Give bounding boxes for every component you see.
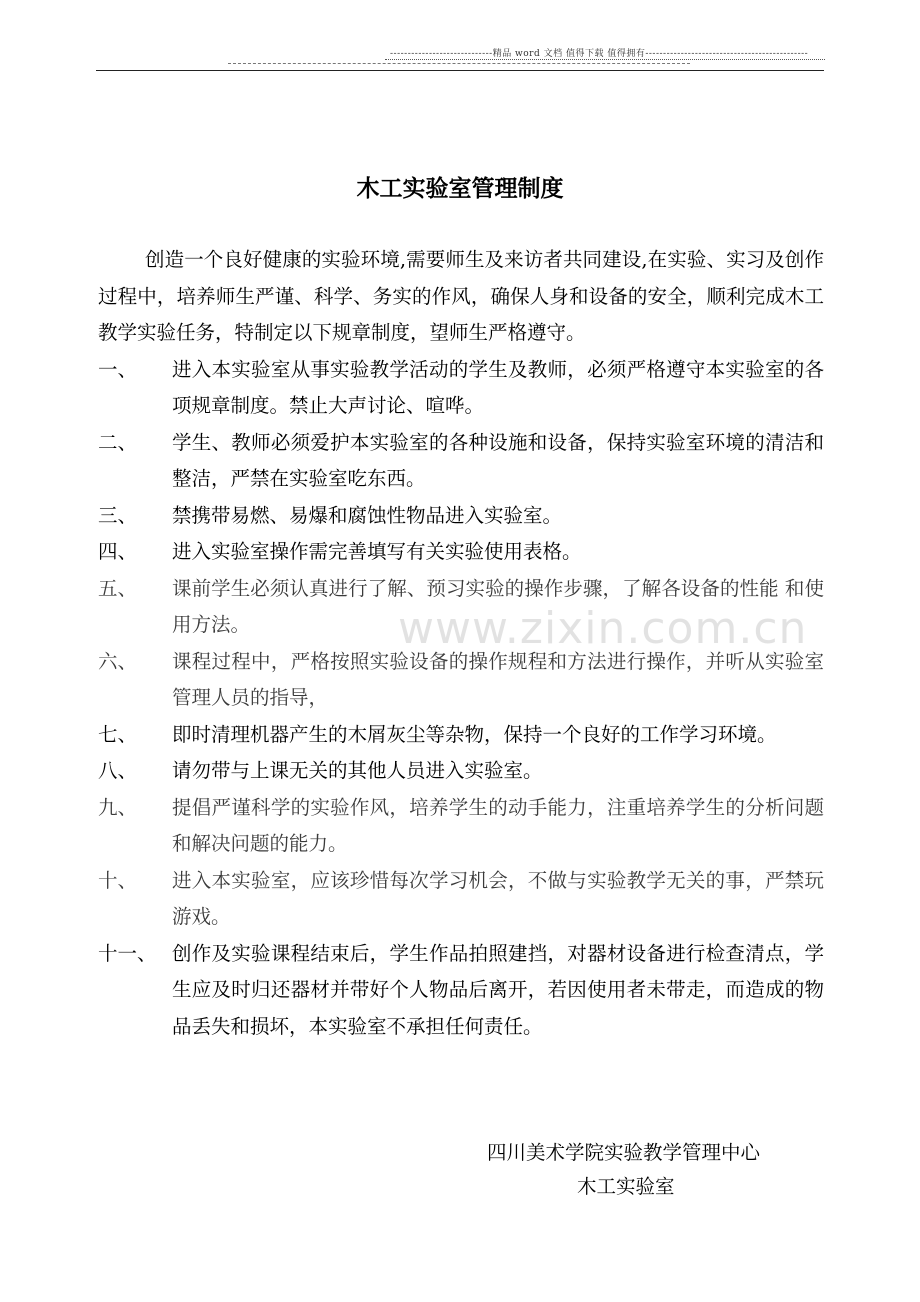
rule-text: 进入本实验室从事实验教学活动的学生及教师，必须严格遵守本实验室的各项规章制度。禁止大声讨论、喧哗。 — [172, 357, 824, 417]
intro-paragraph: 创造一个良好健康的实验环境,需要师生及来访者共同建设,在实验、实习及创作过程中，培养师生严谨、科学、务实的作风，确保人身和设备的安全，顺利完成木工教学实验任务，特制定以下规章制度，望师生严格遵守。 — [98, 248, 824, 344]
rule-item-10 — [98, 863, 824, 936]
header-rule-bottom — [96, 70, 824, 71]
watermark: www.zixin.com.cn — [398, 603, 808, 654]
header-text: -----------------------------精品 word 文档 值得下载 值得拥有---------------------------------------------- — [390, 49, 809, 59]
rule-number: 五、 — [98, 576, 138, 600]
rule-number: 十、 — [98, 868, 138, 892]
rule-text: 课前学生必须认真进行了解、预习实验的操作步骤，了解各设备的性能 和使用方法。 — [172, 576, 824, 636]
rule-item-1 — [98, 352, 824, 425]
rule-item-7 — [98, 717, 824, 754]
header-rule-top — [385, 59, 825, 60]
rule-text: 进入本实验室，应该珍惜每次学习机会，不做与实验教学无关的事，严禁玩游戏。 — [172, 868, 824, 928]
rule-number: 一、 — [98, 357, 138, 381]
rule-item-11 — [98, 936, 824, 1046]
rule-item-8 — [98, 753, 824, 790]
rule-text: 禁携带易燃、易爆和腐蚀性物品进入实验室。 — [172, 503, 563, 527]
rule-number: 四、 — [98, 540, 138, 563]
rule-text: 请勿带与上课无关的其他人员进入实验室。 — [172, 759, 543, 782]
rule-item-3 — [98, 498, 824, 535]
rule-item-9 — [98, 790, 824, 863]
rule-item-5 — [98, 571, 824, 644]
rule-text: 课程过程中，严格按照实验设备的操作规程和方法进行操作，并听从实验室管理人员的指导， — [172, 649, 824, 709]
rule-text: 学生、教师必须爱护本实验室的各种设施和设备，保持实验室环境的清洁和整洁，严禁在实验室吃东西。 — [172, 430, 824, 490]
rule-item-6 — [98, 644, 824, 717]
rule-text: 进入实验室操作需完善填写有关实验使用表格。 — [172, 540, 582, 563]
document-body — [98, 242, 824, 1045]
rule-text: 提倡严谨科学的实验作风，培养学生的动手能力，注重培养学生的分析问题和解决问题的能力。 — [172, 795, 824, 855]
rule-number: 十一、 — [98, 941, 157, 965]
document-title: 木工实验室管理制度 — [356, 176, 564, 202]
rule-number: 七、 — [98, 722, 138, 746]
rule-number: 六、 — [98, 649, 138, 673]
rule-item-2 — [98, 425, 824, 498]
rule-number: 三、 — [98, 503, 138, 527]
signature-organization: 四川美术学院实验教学管理中心 — [487, 1141, 761, 1164]
rule-number: 二、 — [98, 430, 138, 454]
rule-text: 创作及实验课程结束后，学生作品拍照建挡，对器材设备进行检查清点，学生应及时归还器材并带好个人物品后离开，若因使用者未带走，而造成的物品丢失和损坏，本实验室不承担任何责任。 — [172, 941, 824, 1038]
header-rule-dashed — [228, 63, 690, 64]
rule-number: 八、 — [98, 759, 138, 782]
rule-text: 即时清理机器产生的木屑灰尘等杂物，保持一个良好的工作学习环境。 — [172, 722, 777, 746]
rule-number: 九、 — [98, 795, 138, 819]
rule-item-4 — [98, 534, 824, 571]
signature-lab: 木工实验室 — [577, 1175, 675, 1198]
